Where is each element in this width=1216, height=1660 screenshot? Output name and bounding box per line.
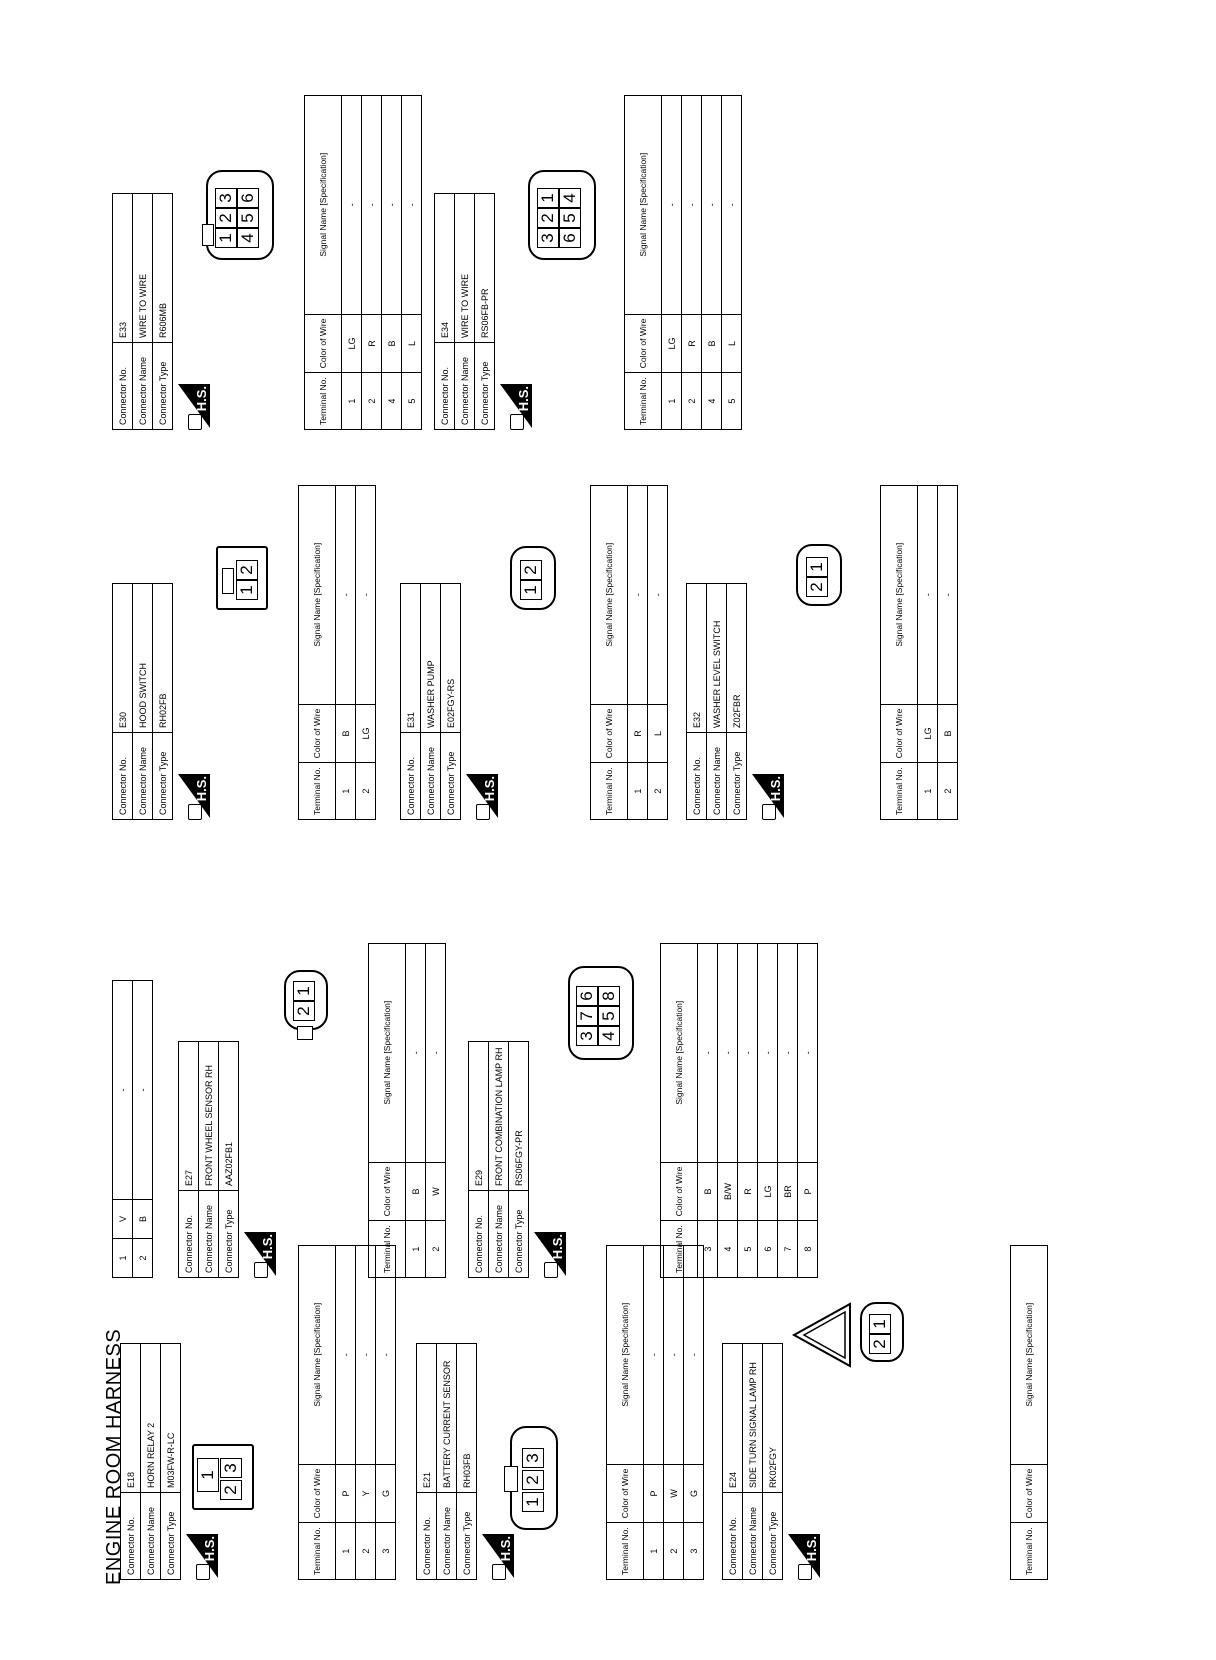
connector-e18-terminal-table bbox=[298, 1245, 396, 1580]
connector-no: E31 bbox=[401, 584, 421, 733]
table-row: 5 L - bbox=[722, 95, 742, 429]
connector-no: E24 bbox=[723, 1344, 743, 1493]
connector-type: RS06FB-PR bbox=[475, 194, 495, 343]
connector-no: E30 bbox=[113, 584, 133, 733]
table-row: 2 Y - bbox=[356, 1245, 376, 1579]
connector-name: SIDE TURN SIGNAL LAMP RH bbox=[743, 1344, 763, 1493]
pin: 2 bbox=[293, 1001, 315, 1021]
connector-e34-terminal-table: Terminal No. Color of Wire Signal Name [Specification] 1 LG - 2 R - 4 B - 5 L - bbox=[624, 95, 742, 430]
hs-icon: H.S. bbox=[788, 1534, 820, 1578]
pin: 3 bbox=[220, 1458, 242, 1478]
page-title: ENGINE ROOM HARNESS bbox=[103, 1328, 125, 1585]
connector-e24-terminal-table-continued bbox=[112, 980, 153, 1278]
connector-e32-terminal-table: Terminal No. Color of Wire Signal Name [Specification] 1 LG - 2 B - bbox=[880, 485, 958, 820]
connector-e30-info: Connector No. E30 Connector Name HOOD SWITCH Connector Type RH02FB bbox=[112, 583, 173, 820]
connector-no: E33 bbox=[113, 194, 133, 343]
hs-icon: H.S. bbox=[178, 774, 210, 818]
label: Connector No. bbox=[417, 1493, 437, 1580]
pin: 4 bbox=[559, 188, 581, 208]
table-row: 7 BR - bbox=[778, 943, 798, 1277]
hs-icon: H.S. bbox=[500, 384, 532, 428]
table-row: 3 G - bbox=[684, 1245, 704, 1579]
connector-name: FRONT COMBINATION LAMP RH bbox=[489, 1042, 509, 1191]
table-row: 5 R - bbox=[738, 943, 758, 1277]
pin: 1 bbox=[236, 580, 258, 600]
connector-e32-info: Connector No. E32 Connector Name WASHER LEVEL SWITCH Connector Type Z02FBR bbox=[686, 583, 747, 820]
table-row: 2 W - bbox=[426, 943, 446, 1277]
pin: 1 bbox=[537, 188, 559, 208]
connector-e29-info: Connector No. E29 Connector Name FRONT COMBINATION LAMP RH Connector Type RS06FGY-PR bbox=[468, 1041, 529, 1278]
pin: 3 bbox=[576, 1026, 598, 1046]
connector-e30-terminal-table: Terminal No. Color of Wire Signal Name [Specification] 1 B - 2 LG - bbox=[298, 485, 376, 820]
connector-no: E27 bbox=[179, 1042, 199, 1191]
table-row: 4 B/W - bbox=[718, 943, 738, 1277]
connector-type: R606MB bbox=[153, 194, 173, 343]
table-row: 1 LG - bbox=[918, 485, 938, 819]
table-row: 3 G - bbox=[376, 1245, 396, 1579]
connector-name: HORN RELAY 2 bbox=[141, 1344, 161, 1493]
label: Connector Name bbox=[141, 1493, 161, 1580]
connector-name: WASHER PUMP bbox=[421, 584, 441, 733]
pin: 1 bbox=[806, 557, 828, 577]
table-row: 1 P - bbox=[644, 1245, 664, 1579]
pin: 1 bbox=[520, 580, 542, 600]
label: Connector Type bbox=[161, 1493, 181, 1580]
connector-name: BATTERY CURRENT SENSOR bbox=[437, 1344, 457, 1493]
label: Connector No. bbox=[121, 1493, 141, 1580]
pin: 5 bbox=[559, 208, 581, 228]
connector-e29-terminal-table: Terminal No. Color of Wire Signal Name [Specification] 3 B - 4 B/W - 5 R - 6 LG - 7 BR - 8 P - bbox=[660, 943, 818, 1278]
connector-type: RK02FGY bbox=[763, 1344, 783, 1493]
table-row: 1 P - bbox=[336, 1245, 356, 1579]
connector-no: E29 bbox=[469, 1042, 489, 1191]
table-row: 8 P - bbox=[798, 943, 818, 1277]
connector-no: E34 bbox=[435, 194, 455, 343]
connector-type: E02FGY-RS bbox=[441, 584, 461, 733]
hs-icon: H.S. bbox=[244, 1232, 276, 1276]
pin: 5 bbox=[598, 1006, 620, 1026]
pin: 2 bbox=[520, 560, 542, 580]
table-row: 1 LG - bbox=[342, 95, 362, 429]
connector-e27-terminal-table: Terminal No. Color of Wire Signal Name [Specification] 1 B - 2 W - bbox=[368, 943, 446, 1278]
col-signal: Signal Name [Specification] bbox=[299, 1245, 336, 1464]
triangle-key-icon bbox=[790, 1300, 854, 1370]
pin: 1 bbox=[197, 1458, 219, 1492]
pin: 2 bbox=[869, 1334, 891, 1354]
pin: 2 bbox=[236, 560, 258, 580]
table-row: 6 LG - bbox=[758, 943, 778, 1277]
connector-e21-info bbox=[416, 1343, 477, 1580]
pin: 2 bbox=[806, 577, 828, 597]
table-row: 1 B - bbox=[406, 943, 426, 1277]
pin: 3 bbox=[537, 228, 559, 248]
connector-e27-info: Connector No. E27 Connector Name FRONT WHEEL SENSOR RH Connector Type AAZ02FB1 bbox=[178, 1041, 239, 1278]
connector-name: FRONT WHEEL SENSOR RH bbox=[199, 1042, 219, 1191]
connector-type: AAZ02FB1 bbox=[219, 1042, 239, 1191]
table-row: 2 L - bbox=[648, 485, 668, 819]
table-row: 2 LG - bbox=[356, 485, 376, 819]
pin: 6 bbox=[576, 986, 598, 1006]
connector-type: M03FW-R-LC bbox=[161, 1344, 181, 1493]
pin: 7 bbox=[576, 1006, 598, 1026]
table-row: 5 L - bbox=[402, 95, 422, 429]
hs-icon: H.S. bbox=[178, 384, 210, 428]
col-terminal: Terminal No. bbox=[299, 1523, 336, 1580]
connector-type: RH03FB bbox=[457, 1344, 477, 1493]
col-color: Color of Wire bbox=[299, 1464, 336, 1523]
hs-icon: H.S. bbox=[534, 1232, 566, 1276]
connector-no: E18 bbox=[121, 1344, 141, 1493]
pin: 1 bbox=[522, 1492, 544, 1512]
table-row: 2 B - bbox=[133, 981, 153, 1278]
table-row: 2 R - bbox=[682, 95, 702, 429]
pin: 2 bbox=[537, 208, 559, 228]
table-row: 1 B - bbox=[336, 485, 356, 819]
pin: 3 bbox=[215, 188, 237, 208]
table-row: 1 R - bbox=[628, 485, 648, 819]
pin: 2 bbox=[215, 208, 237, 228]
table-row: 1 V - bbox=[113, 981, 133, 1278]
hs-icon: H.S. bbox=[482, 1534, 514, 1578]
connector-name: WASHER LEVEL SWITCH bbox=[707, 584, 727, 733]
pin: 5 bbox=[237, 208, 259, 228]
table-row: 4 B - bbox=[702, 95, 722, 429]
pin: 2 bbox=[522, 1470, 544, 1490]
connector-e31-info: Connector No. E31 Connector Name WASHER PUMP Connector Type E02FGY-RS bbox=[400, 583, 461, 820]
pin: 6 bbox=[237, 188, 259, 208]
connector-e24-terminal-table: Terminal No. Color of Wire Signal Name [Specification] bbox=[1010, 1245, 1048, 1580]
hs-icon: H.S. bbox=[186, 1534, 218, 1578]
table-row: 2 R - bbox=[362, 95, 382, 429]
table-row: 1 LG - bbox=[662, 95, 682, 429]
table-row: 3 B - bbox=[698, 943, 718, 1277]
pin: 3 bbox=[522, 1448, 544, 1468]
connector-no: E21 bbox=[417, 1344, 437, 1493]
connector-e21-terminal-table: Terminal No. Color of Wire Signal Name [Specification] 1 P - 2 W - 3 G - bbox=[606, 1245, 704, 1580]
connector-e18-info bbox=[120, 1343, 181, 1580]
connector-type: RS06FGY-PR bbox=[509, 1042, 529, 1191]
table-row: 2 B - bbox=[938, 485, 958, 819]
connector-name: WIRE TO WIRE bbox=[455, 194, 475, 343]
connector-type: RH02FB bbox=[153, 584, 173, 733]
pin: 4 bbox=[237, 228, 259, 248]
label: Connector Name bbox=[437, 1493, 457, 1580]
connector-type: Z02FBR bbox=[727, 584, 747, 733]
connector-e33-terminal-table: Terminal No. Color of Wire Signal Name [Specification] 1 LG - 2 R - 4 B - 5 L - bbox=[304, 95, 422, 430]
pin: 8 bbox=[598, 986, 620, 1006]
pin: 4 bbox=[598, 1026, 620, 1046]
pin: 6 bbox=[559, 228, 581, 248]
hs-icon: H.S. bbox=[466, 774, 498, 818]
connector-no: E32 bbox=[687, 584, 707, 733]
table-row: 4 B - bbox=[382, 95, 402, 429]
label: Connector Type bbox=[457, 1493, 477, 1580]
connector-name: HOOD SWITCH bbox=[133, 584, 153, 733]
connector-e24-info: Connector No. E24 Connector Name SIDE TURN SIGNAL LAMP RH Connector Type RK02FGY bbox=[722, 1343, 783, 1580]
hs-icon: H.S. bbox=[752, 774, 784, 818]
connector-e33-info: Connector No. E33 Connector Name WIRE TO WIRE Connector Type R606MB bbox=[112, 193, 173, 430]
table-row: 2 W - bbox=[664, 1245, 684, 1579]
pin: 1 bbox=[869, 1314, 891, 1334]
connector-e31-terminal-table: Terminal No. Color of Wire Signal Name [Specification] 1 R - 2 L - bbox=[590, 485, 668, 820]
pin: 1 bbox=[215, 228, 237, 248]
pin: 2 bbox=[220, 1480, 242, 1500]
pin: 1 bbox=[293, 981, 315, 1001]
connector-name: WIRE TO WIRE bbox=[133, 194, 153, 343]
connector-e34-info: Connector No. E34 Connector Name WIRE TO WIRE Connector Type RS06FB-PR bbox=[434, 193, 495, 430]
